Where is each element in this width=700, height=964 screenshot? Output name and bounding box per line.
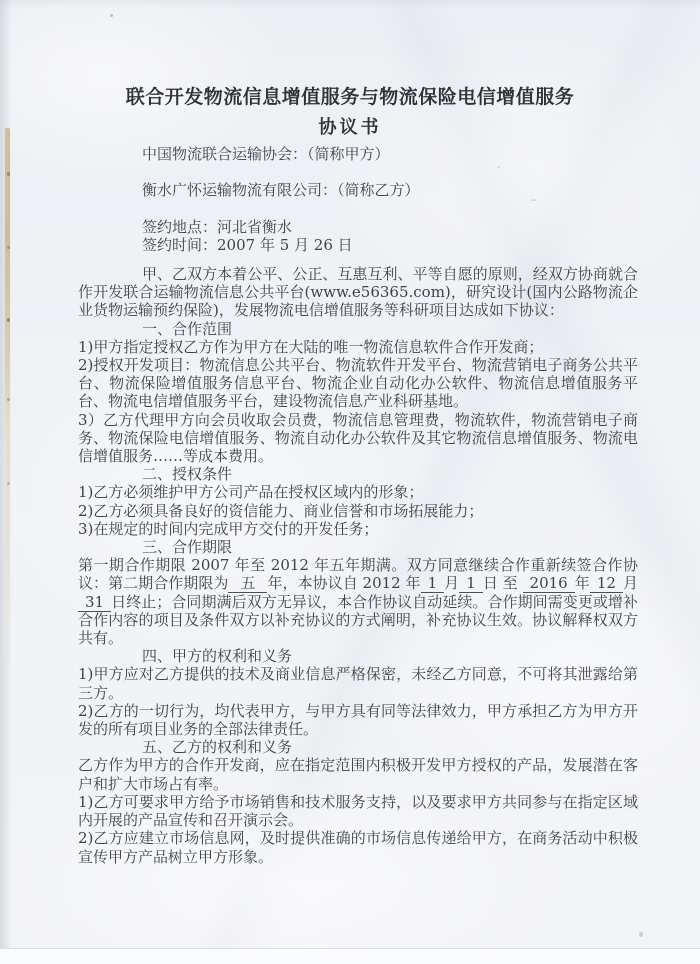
section-1-heading: 一、合作范围 bbox=[142, 319, 233, 338]
section-5-intro: 乙方作为甲方的合作开发商，应在指定范围内积极开发甲方授权的产品，发展潜在客户和扩大市场占有率。 bbox=[78, 756, 638, 793]
edge-speck bbox=[7, 318, 10, 322]
document-body bbox=[78, 265, 638, 866]
section-3-term-paragraph bbox=[78, 556, 638, 647]
section-2-heading: 二、授权条件 bbox=[142, 465, 233, 484]
term-text: 日终止；合同期满后双方无异议，本合作协议自动延续。合作期间需变更或增补合作内容的项目及条件双方以补充协议的方式阐明，补充协议生效。协议解释权双方共有。 bbox=[78, 592, 638, 648]
edge-speck bbox=[7, 246, 10, 249]
section-5-heading: 五、乙方的权利和义务 bbox=[142, 738, 293, 757]
term-text: 第一期合作期限 2007 年至 2012 年五年期满。双方同意继续合作重新续签合作协议：第二期合作期限为 bbox=[78, 556, 638, 593]
dust-speck bbox=[110, 14, 113, 17]
dust-speck bbox=[531, 199, 536, 201]
section-5-item-1: 1)乙方可要求甲方给予市场销售和技术服务支持，以及要求甲方共同参与在指定区域内开展的产品宣传和召开演示会。 bbox=[78, 792, 638, 830]
preamble-paragraph: 甲、乙双方本着公平、公正、互惠互利、平等自愿的原则，经双方协商就合作开发联合运输物流信息公共平台(www.e56365.com)，研究设计(国内公路物流企业货物运输预约保险)，发展物流电信增值服务等科研项目达成如下协议： bbox=[78, 265, 638, 320]
section-4-item-1: 1)甲方应对乙方提供的技术及商业信息严格保密，未经乙方同意，不可将其泄露给第三方。 bbox=[78, 665, 638, 702]
term-blank-end-month: 12 bbox=[590, 574, 623, 593]
term-text: 年，本协议自 2012 年 bbox=[267, 574, 421, 593]
section-1-item-1: 1)甲方指定授权乙方作为甲方在大陆的唯一物流信息软件合作开发商； bbox=[78, 337, 544, 356]
section-3-heading: 三、合作期限 bbox=[142, 538, 233, 557]
section-2-item-1: 1)乙方必须维护甲方公司产品在授权区域内的形象； bbox=[78, 483, 424, 502]
term-text: 日 至 bbox=[482, 574, 523, 593]
page-top-shadow bbox=[0, 0, 700, 8]
term-blank-end-day: 31 bbox=[78, 593, 111, 612]
party-a-line: 中国物流联合运输协会：（简称甲方） bbox=[142, 145, 390, 163]
term-blank-duration: 五 bbox=[228, 574, 267, 593]
section-2-item-3: 3)在规定的时间内完成甲方交付的开发任务； bbox=[78, 519, 379, 538]
section-4-item-2: 2)乙方的一切行为，均代表甲方，与甲方具有同等法律效力，甲方承担乙方为甲方开发的所有项目业务的全部法律责任。 bbox=[78, 701, 638, 739]
dust-speck bbox=[497, 166, 500, 168]
document-subtitle: 协议书 bbox=[318, 117, 382, 138]
section-1-item-3: 3）乙方代理甲方向会员收取会员费，物流信息管理费，物流软件，物流营销电子商务、物流保险电信增值服务、物流自动化办公软件及其它物流信息增值服务、物流电信增值服务……等成本费用。 bbox=[78, 410, 638, 466]
paper-binding-edge-strip-faded bbox=[6, 436, 10, 704]
term-text: 月 bbox=[444, 574, 460, 593]
section-1-item-2: 2)授权开发项目：物流信息公共平台、物流软件开发平台、物流营销电子商务公共平台、物流保险增值服务信息平台、物流企业自动化办公软件、物流信息增值服务平台、物流电信增值服务平台，建设物流信息产业科研基地。 bbox=[78, 356, 638, 411]
signing-date-line: 签约时间：2007 年 5 月 26 日 bbox=[142, 236, 353, 254]
signing-place-line: 签约地点：河北省衡水 bbox=[142, 218, 293, 236]
edge-speck bbox=[7, 398, 10, 401]
party-b-line: 衡水广怀运输物流有限公司：（简称乙方） bbox=[142, 181, 420, 199]
term-blank-start-day: 1 bbox=[459, 574, 483, 593]
section-4-heading: 四、甲方的权利和义务 bbox=[142, 647, 293, 666]
term-text: 月 bbox=[622, 574, 638, 593]
term-text: 年 bbox=[574, 574, 590, 593]
section-2-item-2: 2)乙方必须具备良好的资信能力、商业信誉和市场拓展能力； bbox=[78, 501, 484, 520]
term-blank-start-month: 1 bbox=[421, 574, 445, 593]
edge-speck bbox=[7, 482, 10, 485]
document-title: 联合开发物流信息增值服务与物流保险电信增值服务 bbox=[125, 86, 575, 108]
term-blank-end-year: 2016 bbox=[523, 574, 575, 593]
section-5-item-2: 2)乙方应建立市场信息网，及时提供准确的市场信息传递给甲方，在商务活动中积极宣传甲方产品树立甲方形象。 bbox=[78, 829, 638, 866]
edge-speck bbox=[7, 172, 10, 176]
dust-speck bbox=[639, 932, 643, 937]
